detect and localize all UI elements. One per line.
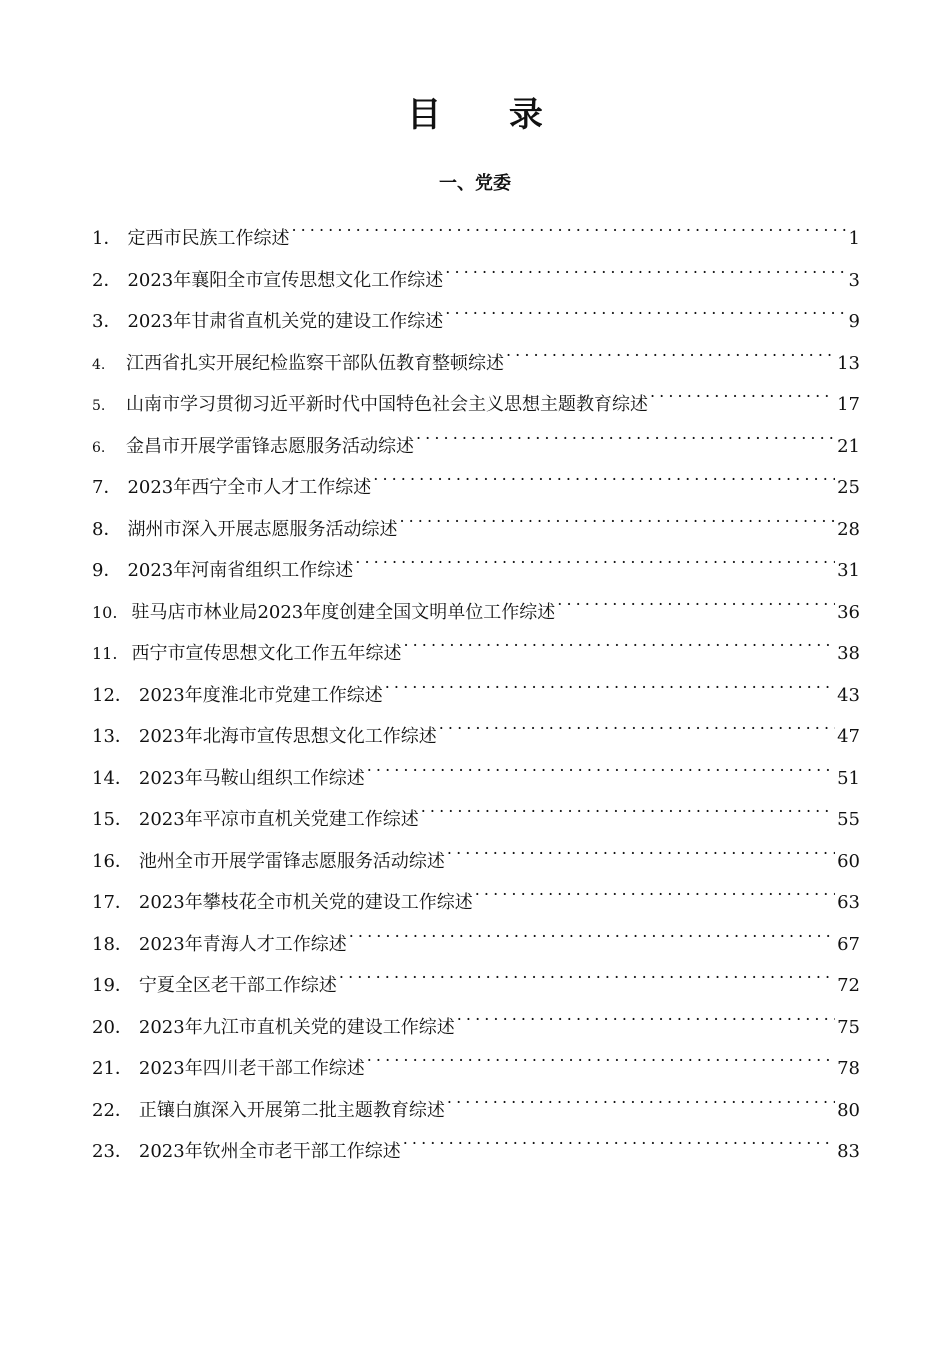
toc-page-number: 25 bbox=[837, 477, 860, 498]
toc-page-number: 63 bbox=[837, 892, 860, 913]
toc-entry-number: 15． bbox=[92, 809, 133, 830]
toc-entry-title: 西宁市宣传思想文化工作五年综述 bbox=[131, 643, 402, 664]
toc-entry-number: 22． bbox=[92, 1099, 133, 1121]
toc-dot-leader bbox=[349, 914, 835, 950]
toc-entry-title: 2023年度淮北市党建工作综述 bbox=[138, 684, 383, 706]
toc-entry-number: 1． bbox=[92, 228, 122, 249]
toc-entry-title: 山南市学习贯彻习近平新时代中国特色社会主义思想主题教育综述 bbox=[126, 394, 648, 415]
toc-entry-number: 13． bbox=[92, 726, 133, 747]
toc-dot-leader bbox=[373, 457, 835, 493]
toc-page-number: 38 bbox=[837, 643, 860, 664]
toc-page-number: 83 bbox=[837, 1141, 860, 1162]
toc-page-number: 1 bbox=[848, 228, 860, 249]
toc-page-number: 67 bbox=[837, 933, 860, 955]
toc-entry-number: 14． bbox=[92, 767, 133, 789]
toc-dot-leader bbox=[403, 623, 835, 659]
toc-page-number: 28 bbox=[837, 518, 860, 540]
toc-entry-number: 6. bbox=[92, 439, 106, 456]
page-title: 目 录 bbox=[407, 95, 571, 135]
toc-entry-number: 4. bbox=[92, 356, 106, 373]
toc-entry-number: 2． bbox=[92, 269, 122, 291]
toc-dot-leader bbox=[447, 1080, 835, 1116]
toc-dot-leader bbox=[367, 1038, 835, 1074]
toc-entry-title: 湖州市深入开展志愿服务活动综述 bbox=[127, 518, 398, 540]
toc-entry-number: 21． bbox=[92, 1058, 133, 1079]
toc-entry-number: 5. bbox=[92, 398, 106, 414]
toc-entry-title: 金昌市开展学雷锋志愿服务活动综述 bbox=[126, 435, 414, 457]
toc-entry-title: 2023年青海人才工作综述 bbox=[138, 933, 347, 955]
toc-dot-leader bbox=[421, 789, 835, 825]
toc-page-number: 51 bbox=[837, 767, 860, 789]
toc-entry-title: 2023年钦州全市老干部工作综述 bbox=[138, 1141, 401, 1162]
toc-dot-leader bbox=[439, 706, 835, 742]
toc-page-number: 9 bbox=[848, 311, 860, 332]
toc-entry-number: 11. bbox=[92, 644, 118, 663]
toc-entry-number: 19． bbox=[92, 975, 133, 996]
toc-page-number: 43 bbox=[837, 684, 860, 706]
toc-entry-title: 2023年河南省组织工作综述 bbox=[127, 560, 354, 581]
toc-entry-number: 7． bbox=[92, 477, 122, 498]
toc-dot-leader bbox=[445, 250, 846, 286]
toc-entry-number: 23． bbox=[92, 1141, 133, 1162]
table-of-contents bbox=[92, 208, 860, 1163]
toc-dot-leader bbox=[475, 872, 835, 908]
toc-entry-number: 8． bbox=[92, 518, 122, 540]
toc-page-number: 78 bbox=[837, 1058, 860, 1079]
toc-dot-leader bbox=[339, 955, 835, 991]
toc-page-number: 17 bbox=[837, 394, 860, 415]
toc-entry-title: 2023年甘肃省直机关党的建设工作综述 bbox=[127, 311, 444, 332]
toc-entry-number: 9． bbox=[92, 560, 122, 581]
toc-entry-number: 10. bbox=[92, 602, 118, 622]
toc-entry-title: 2023年襄阳全市宣传思想文化工作综述 bbox=[127, 269, 444, 291]
toc-page-number: 72 bbox=[837, 975, 860, 996]
section-heading: 一、党委 bbox=[439, 173, 511, 194]
toc-entry[interactable] bbox=[92, 208, 860, 250]
toc-page-number: 47 bbox=[837, 726, 860, 747]
toc-dot-leader bbox=[399, 499, 835, 535]
toc-dot-leader bbox=[650, 374, 835, 410]
toc-entry-title: 2023年四川老干部工作综述 bbox=[138, 1058, 365, 1079]
toc-dot-leader bbox=[557, 582, 835, 618]
toc-dot-leader bbox=[403, 1121, 835, 1157]
toc-dot-leader bbox=[291, 208, 846, 244]
toc-entry-title: 2023年西宁全市人才工作综述 bbox=[127, 477, 372, 498]
toc-dot-leader bbox=[445, 291, 846, 327]
toc-entry-number: 16． bbox=[92, 850, 133, 872]
toc-entry-title: 2023年九江市直机关党的建设工作综述 bbox=[138, 1016, 455, 1038]
toc-entry-title: 宁夏全区老干部工作综述 bbox=[138, 975, 337, 996]
toc-dot-leader bbox=[367, 748, 835, 784]
toc-entry-number: 12． bbox=[92, 684, 133, 706]
toc-entry-title: 池州全市开展学雷锋志愿服务活动综述 bbox=[138, 850, 445, 872]
toc-entry-number: 20． bbox=[92, 1016, 133, 1038]
toc-entry-title: 驻马店市林业局2023年度创建全国文明单位工作综述 bbox=[131, 601, 556, 623]
toc-dot-leader bbox=[385, 665, 835, 701]
toc-page-number: 75 bbox=[837, 1016, 860, 1038]
toc-dot-leader bbox=[457, 997, 835, 1033]
toc-dot-leader bbox=[447, 831, 835, 867]
toc-dot-leader bbox=[416, 416, 835, 452]
toc-entry-title: 江西省扎实开展纪检监察干部队伍教育整顿综述 bbox=[126, 352, 504, 374]
toc-entry-number: 18． bbox=[92, 933, 133, 955]
toc-entry-title: 定西市民族工作综述 bbox=[127, 228, 290, 249]
toc-page-number: 55 bbox=[837, 809, 860, 830]
toc-dot-leader bbox=[355, 540, 835, 576]
toc-entry-title: 2023年攀枝花全市机关党的建设工作综述 bbox=[138, 892, 473, 913]
toc-entry-title: 正镶白旗深入开展第二批主题教育综述 bbox=[138, 1099, 445, 1121]
toc-page-number: 21 bbox=[837, 435, 860, 457]
toc-page-number: 31 bbox=[837, 560, 860, 581]
toc-entry-number: 3． bbox=[92, 311, 122, 332]
toc-entry-title: 2023年马鞍山组织工作综述 bbox=[138, 767, 365, 789]
toc-page-number: 60 bbox=[837, 850, 860, 872]
toc-entry-title: 2023年北海市宣传思想文化工作综述 bbox=[138, 726, 437, 747]
toc-dot-leader bbox=[506, 333, 835, 369]
toc-page-number: 13 bbox=[837, 352, 860, 374]
toc-page-number: 80 bbox=[837, 1099, 860, 1121]
toc-entry-title: 2023年平凉市直机关党建工作综述 bbox=[138, 809, 419, 830]
toc-page-number: 36 bbox=[837, 601, 860, 623]
toc-entry-number: 17． bbox=[92, 892, 133, 913]
toc-page-number: 3 bbox=[848, 269, 860, 291]
